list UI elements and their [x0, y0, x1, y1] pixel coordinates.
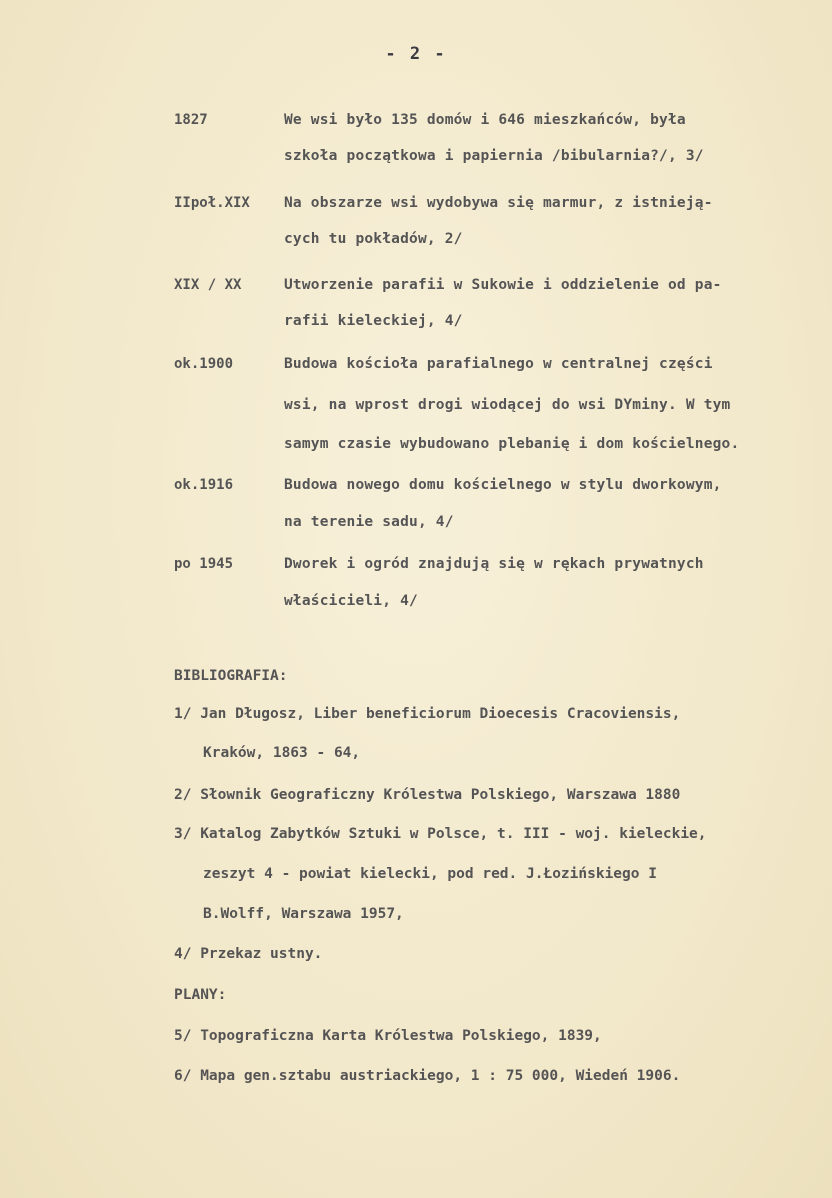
entry-year: po 1945	[174, 556, 234, 572]
entry-text-line: We wsi było 135 domów i 646 mieszkańców, była	[284, 112, 686, 128]
bibliography-item-line: 3/ Katalog Zabytków Sztuki w Polsce, t. III - woj. kieleckie,	[174, 826, 707, 842]
bibliography-item-line: zeszyt 4 - powiat kielecki, pod red. J.Łozińskiego I	[203, 866, 657, 882]
entry-text-line: cych tu pokładów, 2/	[284, 231, 463, 247]
entry-year: ok.1916	[174, 477, 234, 493]
bibliography-item-line: B.Wolff, Warszawa 1957,	[203, 906, 404, 922]
entry-text-line: na terenie sadu, 4/	[284, 514, 454, 530]
bibliography-heading: BIBLIOGRAFIA:	[174, 668, 288, 684]
entry-text-line: Budowa kościoła parafialnego w centralnej części	[284, 356, 713, 372]
entry-year: IIpoł.XIX	[174, 195, 250, 211]
entry-text-line: szkoła początkowa i papiernia /bibularnia?/, 3/	[284, 148, 704, 164]
plans-heading: PLANY:	[174, 987, 227, 1003]
entry-text-line: Na obszarze wsi wydobywa się marmur, z istnieją-	[284, 195, 713, 211]
entry-text-line: wsi, na wprost drogi wiodącej do wsi DYminy. W tym	[284, 397, 731, 413]
plans-item-line: 6/ Mapa gen.sztabu austriackiego, 1 : 75 000, Wiedeń 1906.	[174, 1068, 681, 1084]
entry-text-line: właścicieli, 4/	[284, 593, 418, 609]
bibliography-item-line: 1/ Jan Długosz, Liber beneficiorum Dioecesis Cracoviensis,	[174, 706, 681, 722]
entry-year: ok.1900	[174, 356, 234, 372]
bibliography-item-line: Kraków, 1863 - 64,	[203, 745, 361, 761]
plans-item-line: 5/ Topograficzna Karta Królestwa Polskiego, 1839,	[174, 1028, 602, 1044]
entry-text-line: Dworek i ogród znajdują się w rękach prywatnych	[284, 556, 704, 572]
entry-year: XIX / XX	[174, 277, 242, 293]
entry-text-line: Budowa nowego domu kościelnego w stylu dworkowym,	[284, 477, 722, 493]
page-number: - 2 -	[385, 44, 447, 64]
bibliography-item-line: 2/ Słownik Geograficzny Królestwa Polskiego, Warszawa 1880	[174, 787, 681, 803]
entry-text-line: rafii kieleckiej, 4/	[284, 313, 463, 329]
entry-year: 1827	[174, 112, 208, 128]
entry-text-line: Utworzenie parafii w Sukowie i oddzielenie od pa-	[284, 277, 722, 293]
entry-text-line: samym czasie wybudowano plebanię i dom kościelnego.	[284, 436, 740, 452]
bibliography-item-line: 4/ Przekaz ustny.	[174, 946, 323, 962]
